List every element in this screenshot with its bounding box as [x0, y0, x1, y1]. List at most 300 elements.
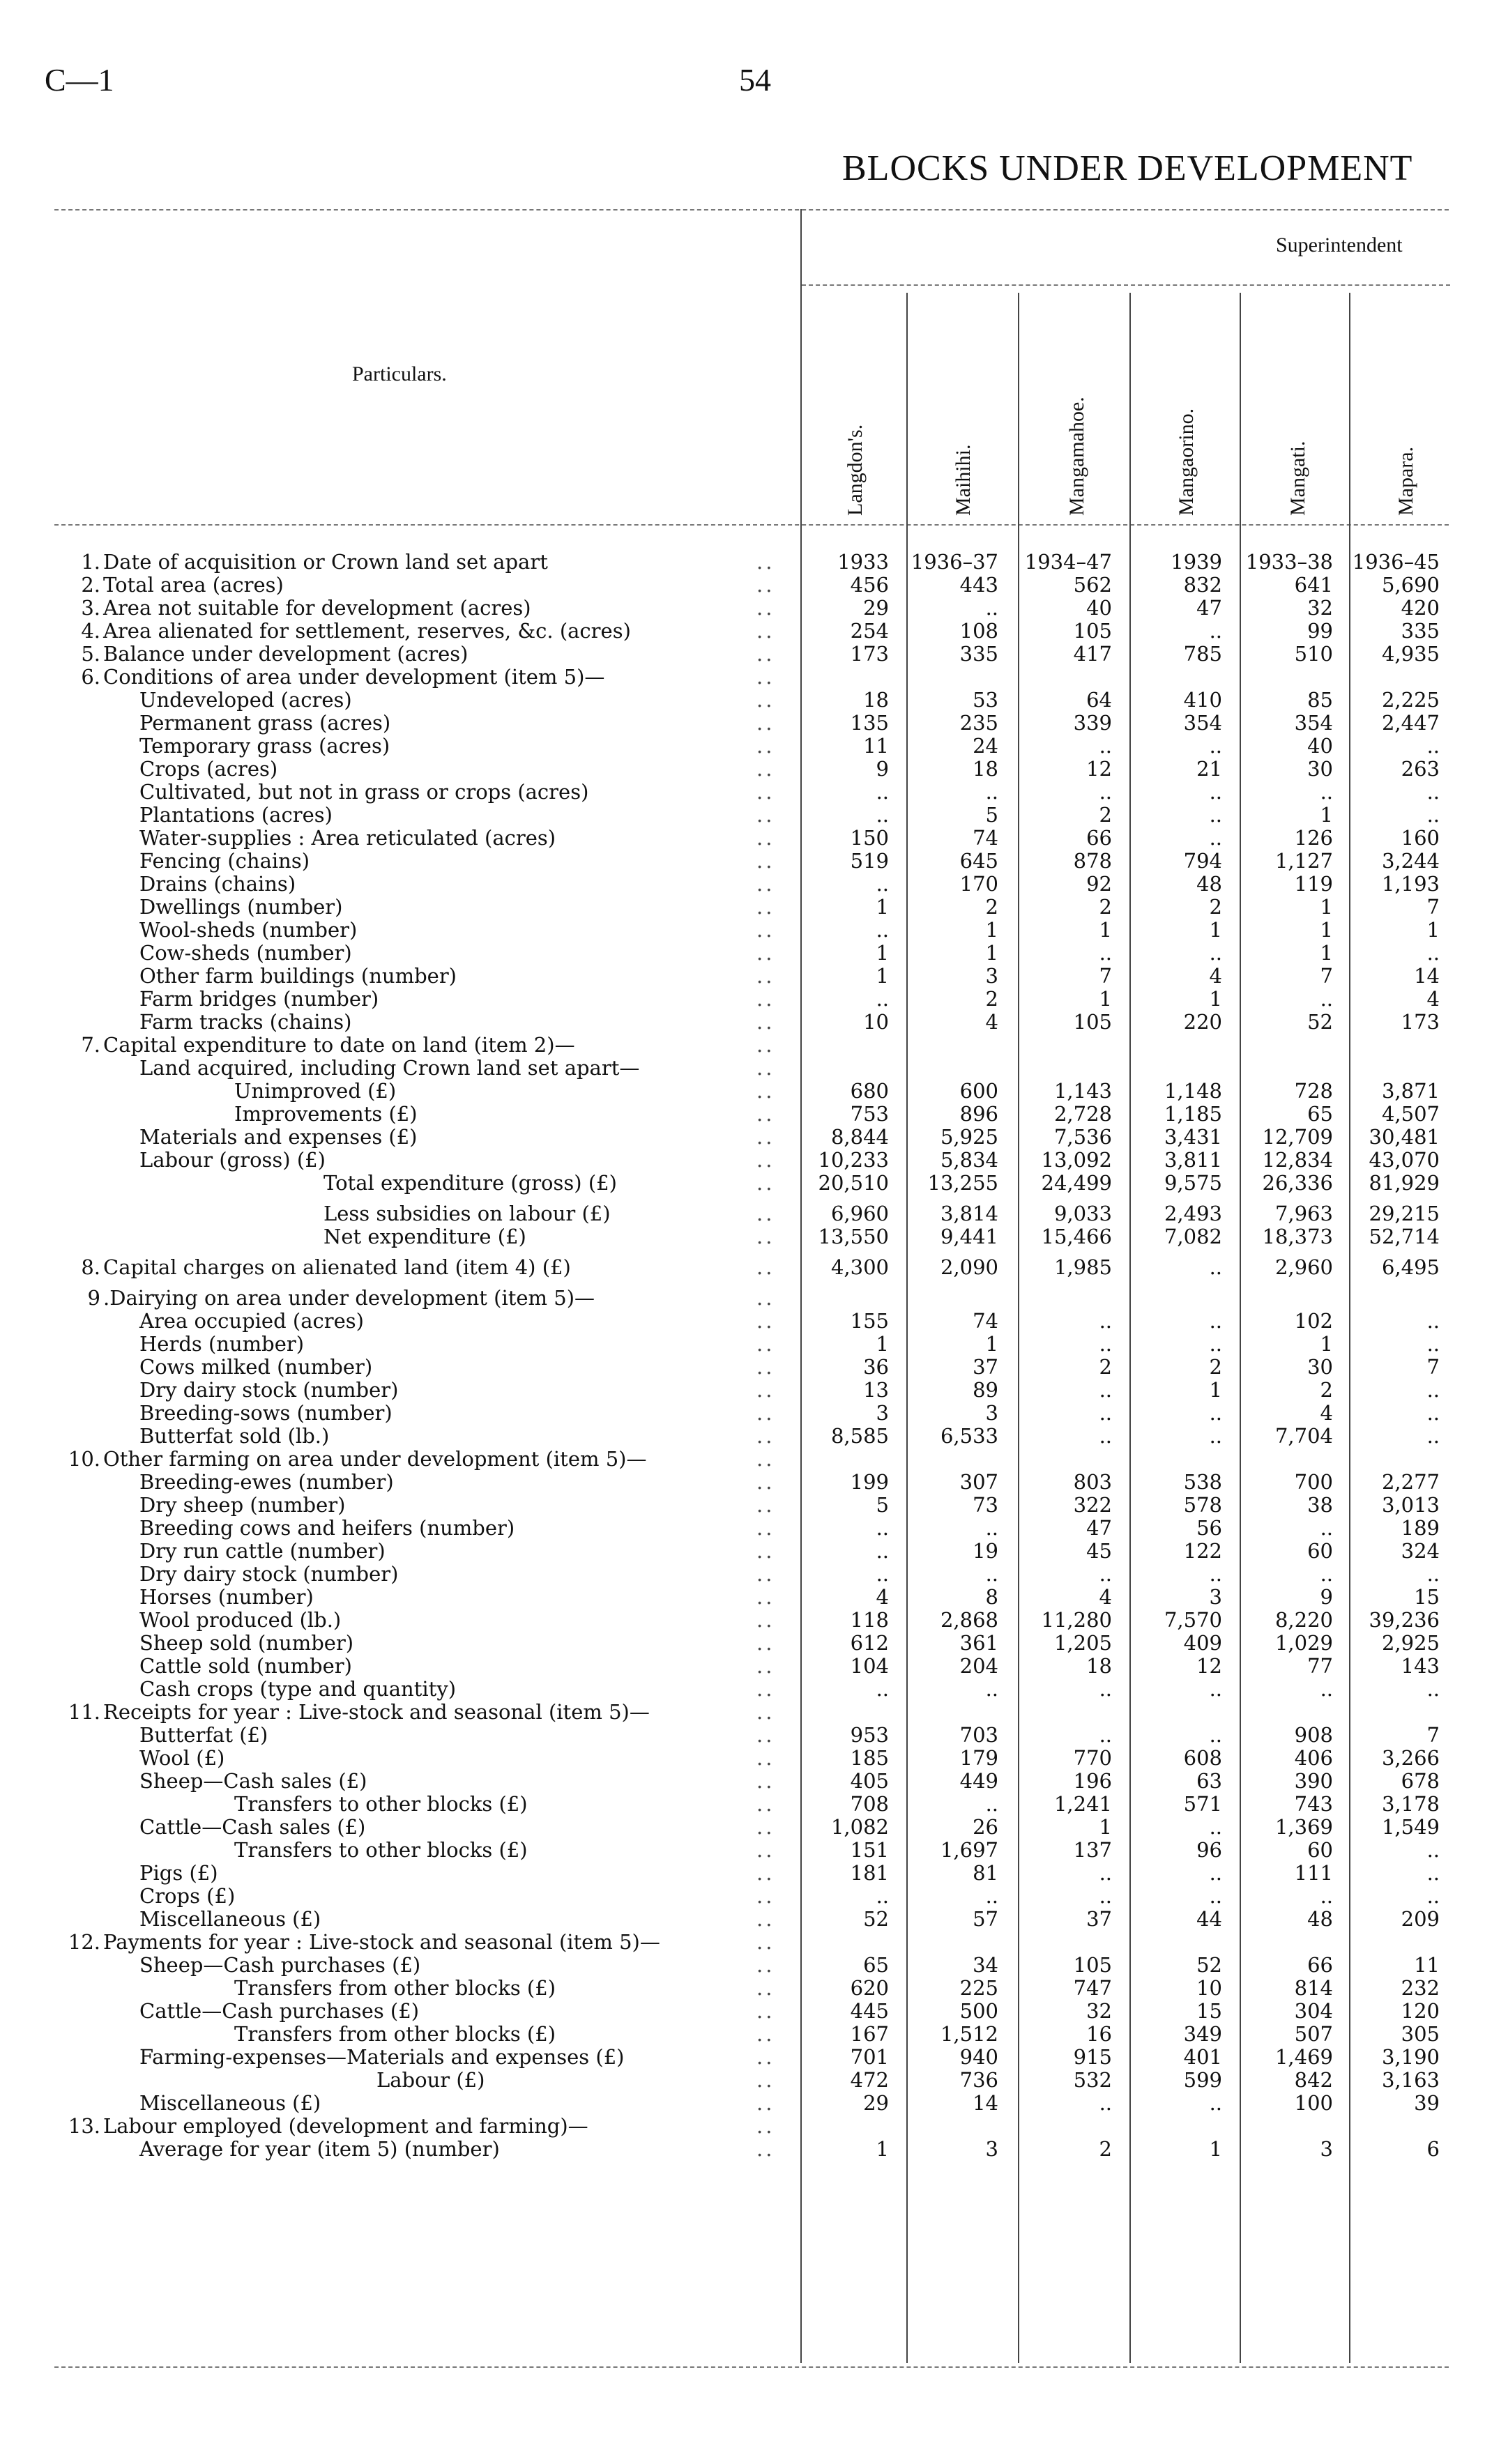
table-cell: 953	[850, 1723, 889, 1747]
table-cell: 11	[863, 734, 889, 758]
table-row	[0, 2069, 1508, 2092]
table-cell: 401	[1183, 2045, 1222, 2069]
table-cell: 1	[1209, 1378, 1222, 1402]
bottom-rule	[54, 2366, 1449, 2368]
table-row	[0, 827, 1508, 850]
table-cell: 7,082	[1164, 1225, 1222, 1248]
table-cell: ..	[985, 1884, 998, 1908]
table-cell: 915	[1073, 2045, 1112, 2069]
row-label: .Dairying on area under development (item 5)—	[103, 1286, 595, 1310]
table-row	[0, 1862, 1508, 1885]
table-cell: 45	[1086, 1539, 1112, 1563]
table-cell: 104	[850, 1654, 889, 1678]
table-cell: ..	[876, 1516, 889, 1540]
table-cell: 472	[850, 2068, 889, 2092]
table-cell: 63	[1196, 1769, 1222, 1793]
table-cell: 445	[850, 1999, 889, 2023]
leader-dots: ..	[756, 1355, 775, 1379]
table-cell: 181	[850, 1861, 889, 1885]
row-label: Area occupied (acres)	[139, 1309, 364, 1333]
table-cell: 4,507	[1381, 1102, 1440, 1126]
table-cell: 4	[1426, 987, 1440, 1011]
row-label: Cattle sold (number)	[139, 1654, 352, 1678]
row-label: Less subsidies on labour (£)	[323, 1202, 611, 1225]
column-header: Mangaorino.	[1175, 408, 1198, 516]
table-cell: 66	[1307, 1953, 1333, 1977]
row-label: Miscellaneous (£)	[139, 1907, 321, 1931]
table-cell: 11,280	[1041, 1608, 1112, 1632]
table-cell: 26	[973, 1815, 998, 1839]
table-cell: 645	[959, 849, 998, 873]
table-cell: ..	[1320, 1562, 1333, 1586]
table-cell: 708	[850, 1792, 889, 1816]
leader-dots: ..	[756, 872, 775, 896]
row-label: Payments for year : Live-stock and seasonal (item 5)—	[103, 1930, 660, 1954]
leader-dots: ..	[756, 2137, 775, 2161]
table-cell: 2	[1099, 2137, 1112, 2161]
table-cell: 263	[1401, 757, 1440, 781]
table-cell: ..	[1099, 941, 1112, 965]
table-cell: 2	[985, 987, 998, 1011]
table-cell: 99	[1307, 619, 1333, 643]
table-cell: 7	[1099, 964, 1112, 988]
leader-dots: ..	[756, 895, 775, 919]
leader-dots: ..	[756, 1171, 775, 1195]
row-label: Transfers from other blocks (£)	[234, 1976, 556, 2000]
column-header: Mangati.	[1286, 441, 1309, 516]
row-label: Undeveloped (acres)	[139, 688, 352, 712]
table-cell: 2	[1099, 1355, 1112, 1379]
table-cell: 700	[1294, 1470, 1333, 1494]
table-cell: 785	[1183, 642, 1222, 666]
table-cell: 443	[959, 573, 998, 597]
leader-dots: ..	[756, 596, 775, 620]
table-cell: 1	[985, 918, 998, 942]
table-row	[0, 1080, 1508, 1103]
leader-dots: ..	[756, 1202, 775, 1225]
table-row	[0, 1103, 1508, 1126]
table-cell: ..	[1209, 619, 1222, 643]
table-cell: ..	[1209, 826, 1222, 850]
table-cell: ..	[1426, 1884, 1440, 1908]
table-cell: 48	[1307, 1907, 1333, 1931]
table-cell: 417	[1073, 642, 1112, 666]
leader-dots: ..	[756, 1125, 775, 1149]
row-label: Butterfat (£)	[139, 1723, 268, 1747]
table-cell: 57	[973, 1907, 998, 1931]
table-row	[0, 1908, 1508, 1931]
table-cell: 410	[1183, 688, 1222, 712]
table-cell: ..	[1320, 987, 1333, 1011]
table-cell: 3,178	[1381, 1792, 1440, 1816]
table-cell: 620	[850, 1976, 889, 2000]
table-cell: 3,244	[1381, 849, 1440, 873]
table-cell: 39	[1414, 2091, 1440, 2115]
table-cell: ..	[1099, 1677, 1112, 1701]
table-row	[0, 1586, 1508, 1609]
table-cell: 5	[985, 803, 998, 827]
table-cell: 8	[985, 1585, 998, 1609]
table-cell: 40	[1086, 596, 1112, 620]
table-cell: 1	[876, 964, 889, 988]
table-cell: 1933	[837, 550, 889, 574]
table-cell: 13	[863, 1378, 889, 1402]
table-cell: 2,090	[940, 1255, 998, 1279]
table-cell: 832	[1183, 573, 1222, 597]
column-header: Mapara.	[1394, 446, 1417, 516]
table-cell: 405	[850, 1769, 889, 1793]
table-cell: 18,373	[1262, 1225, 1333, 1248]
table-cell: 2	[1099, 895, 1112, 919]
table-row	[0, 758, 1508, 781]
table-cell: 43,070	[1369, 1148, 1440, 1172]
table-cell: 7	[1320, 964, 1333, 988]
table-cell: 111	[1294, 1861, 1333, 1885]
table-row	[0, 1149, 1508, 1172]
table-cell: ..	[1209, 734, 1222, 758]
table-cell: 235	[959, 711, 998, 735]
table-cell: 3,190	[1381, 2045, 1440, 2069]
table-cell: 7	[1426, 1723, 1440, 1747]
table-cell: 15,466	[1041, 1225, 1112, 1248]
table-cell: 6,533	[940, 1424, 998, 1448]
table-cell: 1939	[1171, 550, 1222, 574]
table-row	[0, 1225, 1508, 1256]
table-cell: ..	[1426, 1424, 1440, 1448]
table-row	[0, 1724, 1508, 1747]
table-cell: 4	[1099, 1585, 1112, 1609]
table-cell: 8,585	[830, 1424, 889, 1448]
table-cell: 908	[1294, 1723, 1333, 1747]
table-cell: 678	[1401, 1769, 1440, 1793]
table-cell: 12	[1086, 757, 1112, 781]
leader-dots: ..	[756, 1976, 775, 2000]
table-cell: 21	[1196, 757, 1222, 781]
table-cell: ..	[1099, 1562, 1112, 1586]
row-label: Sheep—Cash sales (£)	[139, 1769, 367, 1793]
table-cell: ..	[985, 1562, 998, 1586]
table-cell: 571	[1183, 1792, 1222, 1816]
leader-dots: ..	[756, 2068, 775, 2092]
table-cell: ..	[1426, 1861, 1440, 1885]
item-number: 9	[87, 1286, 100, 1310]
table-cell: 1	[1320, 941, 1333, 965]
table-cell: 56	[1196, 1516, 1222, 1540]
table-cell: 173	[850, 642, 889, 666]
table-cell: 220	[1183, 1010, 1222, 1034]
table-cell: 1,241	[1053, 1792, 1112, 1816]
row-label: Plantations (acres)	[139, 803, 333, 827]
page-code: C—1	[45, 62, 114, 98]
table-cell: ..	[1099, 1401, 1112, 1425]
table-cell: 32	[1086, 1999, 1112, 2023]
table-cell: 126	[1294, 826, 1333, 850]
table-cell: 1	[985, 1332, 998, 1356]
table-cell: ..	[1099, 780, 1112, 804]
row-label: Other farming on area under development (item 5)—	[103, 1447, 647, 1471]
table-cell: ..	[1209, 1723, 1222, 1747]
table-cell: 52	[863, 1907, 889, 1931]
table-cell: 322	[1073, 1493, 1112, 1517]
table-cell: 24	[973, 734, 998, 758]
table-cell: 703	[959, 1723, 998, 1747]
table-cell: 204	[959, 1654, 998, 1678]
group-rule	[802, 284, 1450, 286]
table-cell: ..	[1209, 803, 1222, 827]
leader-dots: ..	[756, 665, 775, 689]
table-cell: ..	[1209, 1677, 1222, 1701]
table-cell: 507	[1294, 2022, 1333, 2046]
table-cell: 6,960	[830, 1202, 889, 1225]
table-cell: 3,266	[1381, 1746, 1440, 1770]
table-cell: 119	[1294, 872, 1333, 896]
table-cell: 3,814	[940, 1202, 998, 1225]
leader-dots: ..	[756, 1079, 775, 1103]
table-row	[0, 896, 1508, 919]
row-label: Transfers to other blocks (£)	[234, 1792, 528, 1816]
row-label: Average for year (item 5) (number)	[139, 2137, 500, 2161]
table-cell: ..	[876, 1677, 889, 1701]
table-cell: 3	[985, 2137, 998, 2161]
row-label: Total area (acres)	[103, 573, 284, 597]
table-row	[0, 1793, 1508, 1816]
table-cell: 519	[850, 849, 889, 873]
leader-dots: ..	[756, 573, 775, 597]
table-cell: 3	[985, 1401, 998, 1425]
table-cell: 753	[850, 1102, 889, 1126]
leader-dots: ..	[756, 1562, 775, 1586]
table-cell: ..	[1209, 1255, 1222, 1279]
leader-dots: ..	[756, 1516, 775, 1540]
table-row	[0, 666, 1508, 689]
table-cell: 3,431	[1164, 1125, 1222, 1149]
leader-dots: ..	[756, 1539, 775, 1563]
table-cell: 7,536	[1053, 1125, 1112, 1149]
row-label: Cash crops (type and quantity)	[139, 1677, 457, 1701]
table-cell: 2,225	[1381, 688, 1440, 712]
leader-dots: ..	[756, 734, 775, 758]
leader-dots: ..	[756, 2091, 775, 2115]
table-row	[0, 689, 1508, 712]
table-cell: 53	[973, 688, 998, 712]
table-cell: 37	[1086, 1907, 1112, 1931]
table-cell: 2,960	[1274, 1255, 1333, 1279]
table-cell: 1	[1320, 1332, 1333, 1356]
table-cell: 52,714	[1369, 1225, 1440, 1248]
row-label: Cultivated, but not in grass or crops (acres)	[139, 780, 589, 804]
superintendent-label: Superintendent	[1276, 234, 1403, 257]
table-row	[0, 597, 1508, 620]
table-cell: 1,512	[940, 2022, 998, 2046]
table-cell: ..	[1099, 1309, 1112, 1333]
row-label: Date of acquisition or Crown land set apart	[103, 550, 548, 574]
table-cell: 209	[1401, 1907, 1440, 1931]
table-cell: 48	[1196, 872, 1222, 896]
table-cell: 30,481	[1369, 1125, 1440, 1149]
leader-dots: ..	[756, 2114, 775, 2138]
table-cell: 96	[1196, 1838, 1222, 1862]
table-cell: 7,963	[1274, 1202, 1333, 1225]
item-number: 7.	[81, 1033, 100, 1057]
table-row	[0, 1632, 1508, 1655]
table-cell: 85	[1307, 688, 1333, 712]
item-number: 12.	[68, 1930, 100, 1954]
table-cell: ..	[1209, 1332, 1222, 1356]
table-row	[0, 2138, 1508, 2161]
table-cell: 8,220	[1274, 1608, 1333, 1632]
table-cell: 81,929	[1369, 1171, 1440, 1195]
table-cell: ..	[1426, 1378, 1440, 1402]
table-cell: 185	[850, 1746, 889, 1770]
table-row	[0, 1609, 1508, 1632]
table-cell: 3,163	[1381, 2068, 1440, 2092]
table-cell: 4,300	[830, 1255, 889, 1279]
table-cell: 4,935	[1381, 642, 1440, 666]
table-cell: 1,143	[1053, 1079, 1112, 1103]
leader-dots: ..	[756, 1493, 775, 1517]
table-cell: 19	[973, 1539, 998, 1563]
table-cell: 18	[863, 688, 889, 712]
item-number: 5.	[81, 642, 100, 666]
row-label: Conditions of area under development (item 5)—	[103, 665, 605, 689]
table-cell: 225	[959, 1976, 998, 2000]
table-cell: 73	[973, 1493, 998, 1517]
table-cell: ..	[1426, 734, 1440, 758]
leader-dots: ..	[756, 1999, 775, 2023]
table-cell: ..	[1209, 1309, 1222, 1333]
table-cell: ..	[1209, 1815, 1222, 1839]
table-cell: 1,127	[1274, 849, 1333, 873]
leader-dots: ..	[756, 780, 775, 804]
table-cell: 29	[863, 596, 889, 620]
row-label: Labour (£)	[376, 2068, 485, 2092]
row-label: Breeding-ewes (number)	[139, 1470, 394, 1494]
table-cell: 18	[973, 757, 998, 781]
table-cell: ..	[876, 780, 889, 804]
table-cell: 44	[1196, 1907, 1222, 1931]
leader-dots: ..	[756, 1677, 775, 1701]
table-cell: ..	[1426, 803, 1440, 827]
table-cell: 1	[985, 941, 998, 965]
table-cell: 1	[1426, 918, 1440, 942]
table-cell: 420	[1401, 596, 1440, 620]
leader-dots: ..	[756, 1585, 775, 1609]
row-label: Dry dairy stock (number)	[139, 1378, 399, 1402]
leader-dots: ..	[756, 757, 775, 781]
table-row	[0, 1770, 1508, 1793]
page-number: 54	[739, 62, 771, 98]
table-cell: 390	[1294, 1769, 1333, 1793]
table-cell: 747	[1073, 1976, 1112, 2000]
table-cell: 14	[973, 2091, 998, 2115]
table-cell: 3,811	[1164, 1148, 1222, 1172]
row-label: Temporary grass (acres)	[139, 734, 390, 758]
section-title: BLOCKS UNDER DEVELOPMENT	[842, 148, 1413, 188]
table-cell: 120	[1401, 1999, 1440, 2023]
table-cell: ..	[1099, 1861, 1112, 1885]
table-cell: 1	[1099, 1815, 1112, 1839]
table-cell: ..	[1099, 1723, 1112, 1747]
table-cell: 1	[876, 895, 889, 919]
row-label: Other farm buildings (number)	[139, 964, 457, 988]
table-cell: ..	[1099, 1332, 1112, 1356]
table-cell: 354	[1183, 711, 1222, 735]
table-row	[0, 1126, 1508, 1149]
table-row	[0, 781, 1508, 804]
leader-dots: ..	[756, 1056, 775, 1080]
table-cell: 4	[1209, 964, 1222, 988]
table-row	[0, 574, 1508, 597]
table-cell: 36	[863, 1355, 889, 1379]
table-cell: 2,277	[1381, 1470, 1440, 1494]
table-cell: 167	[850, 2022, 889, 2046]
table-cell: 4	[985, 1010, 998, 1034]
table-cell: 3	[1320, 2137, 1333, 2161]
table-cell: 40	[1307, 734, 1333, 758]
table-cell: 728	[1294, 1079, 1333, 1103]
table-cell: 24,499	[1041, 1171, 1112, 1195]
table-cell: 1,082	[830, 1815, 889, 1839]
table-cell: 3	[876, 1401, 889, 1425]
row-label: Permanent grass (acres)	[139, 711, 391, 735]
table-cell: 532	[1073, 2068, 1112, 2092]
table-cell: 896	[959, 1102, 998, 1126]
table-row	[0, 850, 1508, 873]
table-cell: ..	[1209, 1562, 1222, 1586]
table-cell: 34	[973, 1953, 998, 1977]
table-row	[0, 2115, 1508, 2138]
item-number: 13.	[68, 2114, 100, 2138]
table-row	[0, 1747, 1508, 1770]
table-cell: 12,709	[1262, 1125, 1333, 1149]
table-cell: ..	[1426, 780, 1440, 804]
leader-dots: ..	[756, 1838, 775, 1862]
leader-dots: ..	[756, 1225, 775, 1248]
table-cell: 52	[1307, 1010, 1333, 1034]
table-cell: 20,510	[818, 1171, 889, 1195]
table-cell: ..	[1426, 1309, 1440, 1333]
table-cell: 38	[1307, 1493, 1333, 1517]
row-label: Labour employed (development and farming)—	[103, 2114, 588, 2138]
leader-dots: ..	[756, 1470, 775, 1494]
table-cell: ..	[876, 1562, 889, 1586]
leader-dots: ..	[756, 1010, 775, 1034]
table-row	[0, 2046, 1508, 2069]
table-cell: 1,148	[1164, 1079, 1222, 1103]
table-cell: 5,925	[940, 1125, 998, 1149]
table-cell: ..	[876, 987, 889, 1011]
table-cell: ..	[985, 780, 998, 804]
table-cell: ..	[1099, 2091, 1112, 2115]
table-cell: 9	[876, 757, 889, 781]
item-number: 11.	[68, 1700, 100, 1724]
row-label: Dry run cattle (number)	[139, 1539, 386, 1563]
table-row	[0, 1494, 1508, 1517]
particulars-header: Particulars.	[352, 362, 447, 385]
table-cell: 254	[850, 619, 889, 643]
table-cell: 9,033	[1053, 1202, 1112, 1225]
item-number: 4.	[81, 619, 100, 643]
table-cell: 612	[850, 1631, 889, 1655]
leader-dots: ..	[756, 987, 775, 1011]
table-cell: 81	[973, 1861, 998, 1885]
table-cell: 2	[1320, 1378, 1333, 1402]
table-cell: ..	[1320, 1516, 1333, 1540]
row-label: Transfers from other blocks (£)	[234, 2022, 556, 2046]
table-cell: 52	[1196, 1953, 1222, 1977]
table-cell: 5	[876, 1493, 889, 1517]
table-row	[0, 735, 1508, 758]
